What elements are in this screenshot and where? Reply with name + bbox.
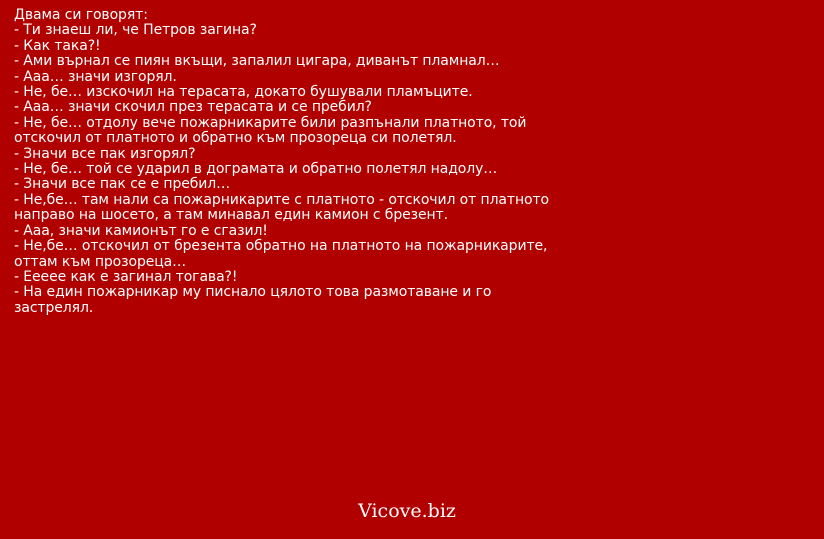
joke-line: - Еееее как е загинал тогава?! (14, 268, 238, 285)
joke-line: - Не, бе… отдолу вече пожарникарите били разпънали платното, той отскочил от платното и обратно към прозореца си полетял. (14, 114, 527, 147)
site-watermark: Vicove.biz (358, 500, 456, 522)
joke-line: - Не,бе… там нали са пожарникарите с платното - отскочил от платното направо на шосето, а там минавал един камион с брезент. (14, 191, 550, 224)
joke-line: - Как така?! (14, 37, 101, 54)
joke-line-punchline: - На един пожарникар му писнало цялото това размотаване и го застрелял. (14, 284, 492, 316)
joke-line: - Значи все пак се е пребил… (14, 176, 231, 193)
joke-line: - Не, бе… той се ударил в дограмата и обратно полетял надолу… (14, 161, 498, 178)
joke-line: - Не, бе… изскочил на терасата, докато бушували пламъците. (14, 84, 473, 101)
joke-line: - Не,бе… отскочил от брезента обратно на платното на пожарникарите, оттам към прозореца… (14, 238, 548, 270)
joke-line: - Ааа… значи изгорял. (14, 68, 177, 85)
joke-line: - Ами върнал се пиян вкъщи, запалил цигара, диванът пламнал… (14, 53, 500, 70)
joke-line: - Ааа, значи камионът го е сгазил! (14, 222, 268, 239)
joke-text (14, 8, 574, 316)
joke-line-intro: Двама си говорят: (14, 7, 148, 23)
joke-line: - Ти знаеш ли, че Петров загина? (14, 22, 257, 39)
joke-line: - Значи все пак изгорял? (14, 145, 196, 162)
joke-line: - Ааа… значи скочил през терасата и се пребил? (14, 99, 372, 116)
